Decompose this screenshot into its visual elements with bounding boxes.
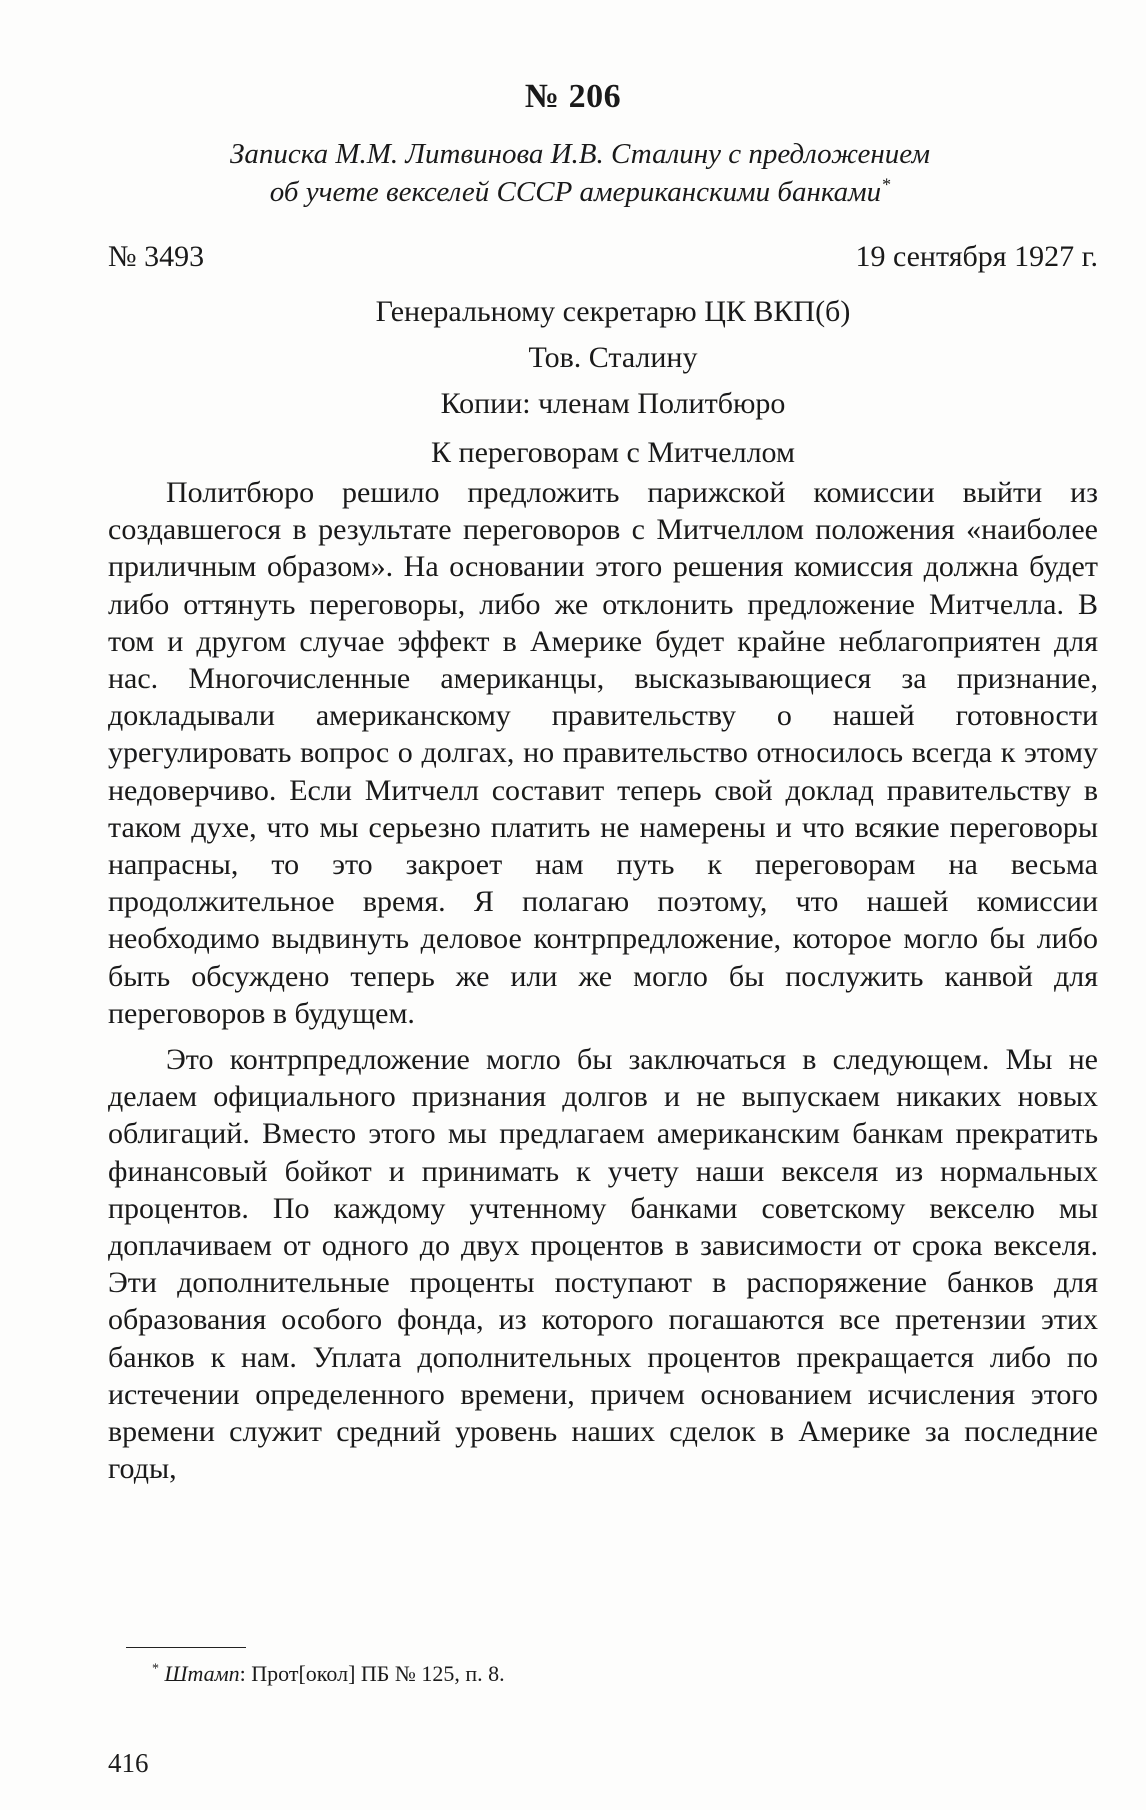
footnote-label: Штамп (164, 1661, 240, 1686)
copies-line: Копии: членам Политбюро (440, 387, 786, 420)
registration-number: № 3493 (108, 240, 205, 273)
body-paragraph-2: Это контрпредложение могло бы заключаться в следующем. Мы не делаем официального признания долгов и не выпускаем никаких новых облигаций. Вместо этого мы предлагаем американским банкам прекратить финансовый бойкот и принимать к учету наши векселя из нормальных процентов. По каждому учтенному банками советскому векселю мы доплачиваем от одного до двух процентов в зависимости от срока векселя. Эти дополнительные проценты поступают в распоряжение банков для образования особого фонда, из которого погашаются все претензии этих банков к нам. Уплата дополнительных процентов прекращается либо по истечении определенного времени, причем основанием исчисления этого времени служит средний уровень наших сделок в Америке за последние годы, (108, 1043, 1098, 1486)
body-text (108, 474, 1098, 1496)
document-title (180, 135, 980, 211)
page-number: 416 (108, 1748, 149, 1778)
addressee-line-1: Генеральному секретарю ЦК ВКП(б) (375, 295, 851, 328)
document-date: 19 сентября 1927 г. (855, 240, 1098, 273)
body-paragraph-1: Политбюро решило предложить парижской комиссии выйти из создавшегося в результате переговоров с Митчеллом положения «наиболее приличным образом». На основании этого решения комиссия должна будет либо оттянуть переговоры, либо же отклонить предложение Митчелла. В том и другом случае эффект в Америке будет крайне неблагоприятен для нас. Многочисленные американцы, высказывающиеся за признание, докладывали американскому правительству о нашей готовности урегулировать вопрос о долгах, но правительство относилось всегда к этому недоверчиво. Если Митчелл составит теперь свой доклад правительству в таком духе, что мы серьезно платить не намерены и что всякие переговоры напрасны, то это закроет нам путь к переговорам на весьма продолжительное время. Я полагаю поэтому, что нашей комиссии необходимо выдвинуть деловое контрпредложение, которое могло бы либо быть обсуждено теперь же или же могло бы послужить канвой для переговоров в будущем. (108, 476, 1098, 1030)
title-line-2 (180, 173, 980, 211)
title-line-2-text: об учете векселей СССР американскими банками (269, 176, 882, 208)
document-number: № 206 (524, 78, 622, 115)
footnote-divider (126, 1647, 246, 1648)
footnote-marker: * (881, 174, 891, 195)
subject-line: К переговорам с Митчеллом (431, 436, 795, 469)
title-line-1: Записка М.М. Литвинова И.В. Сталину с предложением (230, 138, 930, 170)
footnote (152, 1660, 505, 1688)
footnote-text: : Прот[окол] ПБ № 125, п. 8. (239, 1661, 505, 1686)
footnote-mark: * (152, 1661, 159, 1677)
addressee-line-2: Тов. Сталину (528, 341, 698, 374)
